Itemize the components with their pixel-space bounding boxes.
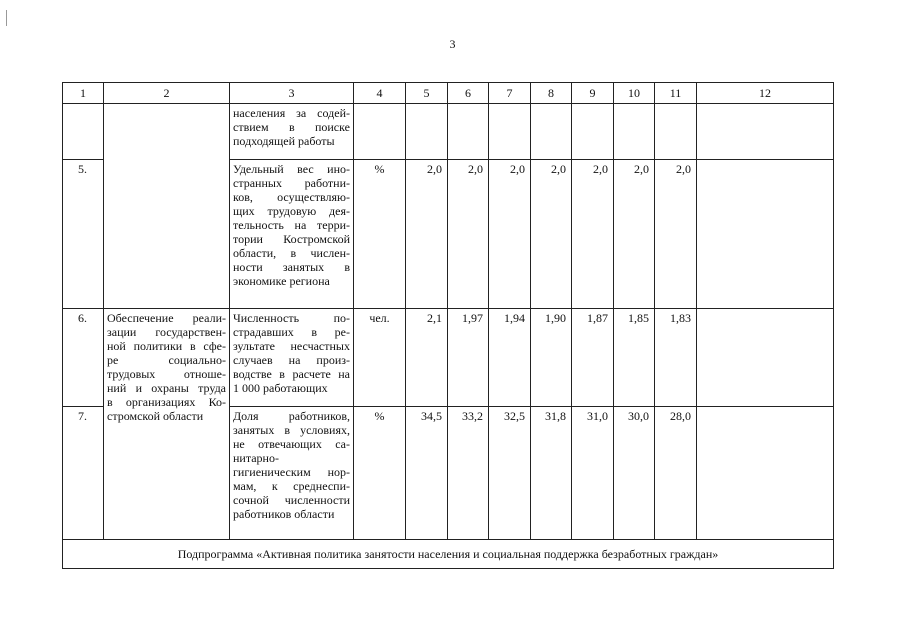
- indicator-line: подходящей работы: [233, 134, 335, 148]
- indicator-cell: [230, 104, 354, 160]
- indicator-line: Удельный вес ино-: [233, 162, 350, 176]
- value-cell: 2,0: [489, 160, 531, 309]
- indicator-cell: [230, 407, 354, 540]
- value-cell: 2,0: [572, 160, 614, 309]
- task-line: стромской области: [107, 409, 204, 423]
- indicator-line: гигиеническим нор-: [233, 465, 350, 479]
- notes-cell: [697, 160, 834, 309]
- index-cell: 7.: [63, 407, 104, 540]
- value-cell: 32,5: [489, 407, 531, 540]
- value-cell: 1,94: [489, 309, 531, 407]
- task-line: зации государствен-: [107, 325, 226, 339]
- indicator-line: 1 000 работающих: [233, 381, 328, 395]
- indicator-line: области, в числен-: [233, 246, 350, 260]
- indicator-line: случаев на произ-: [233, 353, 350, 367]
- indicator-line: зультате несчастных: [233, 339, 350, 353]
- value-cell: 1,83: [655, 309, 697, 407]
- indicator-line: странных работни-: [233, 176, 350, 190]
- indicator-line: щих трудовую дея-: [233, 204, 350, 218]
- indicator-line: не отвечающих са-: [233, 437, 350, 451]
- value-cell: 2,0: [406, 160, 448, 309]
- indicator-line: ствием в поиске: [233, 120, 350, 134]
- header-cell: 7: [489, 83, 531, 104]
- header-cell: 2: [104, 83, 230, 104]
- value-cell: 1,87: [572, 309, 614, 407]
- indicators-table: [62, 82, 834, 569]
- header-cell: 9: [572, 83, 614, 104]
- unit-cell: %: [354, 160, 406, 309]
- indicator-line: страдавших в ре-: [233, 325, 350, 339]
- value-cell: 33,2: [448, 407, 489, 540]
- task-cell: [104, 309, 230, 540]
- indicator-line: ков, осуществляю-: [233, 190, 350, 204]
- task-line: в организациях Ко-: [107, 395, 226, 409]
- indicator-line: работников области: [233, 507, 335, 521]
- task-line: трудовых отноше-: [107, 367, 226, 381]
- indicator-line: ности занятых в: [233, 260, 350, 274]
- index-cell: 6.: [63, 309, 104, 407]
- table-row-6: [63, 309, 834, 407]
- index-cell: 5.: [63, 160, 104, 309]
- header-cell: 4: [354, 83, 406, 104]
- task-line: ре социально-: [107, 353, 226, 367]
- index-cell: [63, 104, 104, 160]
- task-line: Обеспечение реали-: [107, 311, 226, 325]
- indicator-line: тории Костромской: [233, 232, 350, 246]
- value-cell: 30,0: [614, 407, 655, 540]
- header-cell: 3: [230, 83, 354, 104]
- indicator-cell: [230, 160, 354, 309]
- value-cell: 34,5: [406, 407, 448, 540]
- indicator-line: мам, к среднеспи-: [233, 479, 350, 493]
- table-row-continuation: [63, 104, 834, 160]
- indicator-line: водстве в расчете на: [233, 367, 350, 381]
- value-cell: 2,1: [406, 309, 448, 407]
- value-cell: 1,85: [614, 309, 655, 407]
- header-cell: 8: [531, 83, 572, 104]
- page-number: 3: [449, 37, 456, 51]
- indicator-line: населения за содей-: [233, 106, 350, 120]
- indicator-line: сочной численности: [233, 493, 350, 507]
- header-cell: 1: [63, 83, 104, 104]
- value-cell: 2,0: [655, 160, 697, 309]
- indicator-cell: [230, 309, 354, 407]
- subprogram-row: [63, 540, 834, 569]
- indicator-line: Численность по-: [233, 311, 350, 325]
- margin-mark: [6, 10, 7, 26]
- notes-cell: [697, 407, 834, 540]
- indicator-line: экономике региона: [233, 274, 330, 288]
- indicator-line: нитарно-: [233, 451, 279, 465]
- indicator-line: занятых в условиях,: [233, 423, 350, 437]
- value-cell: 31,8: [531, 407, 572, 540]
- unit-cell: %: [354, 407, 406, 540]
- notes-cell: [697, 309, 834, 407]
- header-cell: 10: [614, 83, 655, 104]
- unit-cell: чел.: [354, 309, 406, 407]
- indicator-line: тельность на терри-: [233, 218, 350, 232]
- value-cell: 28,0: [655, 407, 697, 540]
- value-cell: 31,0: [572, 407, 614, 540]
- header-cell: 5: [406, 83, 448, 104]
- table-header-row: [63, 83, 834, 104]
- value-cell: 2,0: [614, 160, 655, 309]
- value-cell: 1,90: [531, 309, 572, 407]
- indicator-line: Доля работников,: [233, 409, 350, 423]
- header-cell: 12: [697, 83, 834, 104]
- value-cell: 2,0: [531, 160, 572, 309]
- subprogram-title: Подпрограмма «Активная политика занятости населения и социальная поддержка безработных граждан»: [63, 540, 834, 569]
- value-cell: 2,0: [448, 160, 489, 309]
- task-line: ной политики в сфе-: [107, 339, 226, 353]
- task-cell: [104, 104, 230, 309]
- task-line: ний и охраны труда: [107, 381, 226, 395]
- header-cell: 11: [655, 83, 697, 104]
- header-cell: 6: [448, 83, 489, 104]
- value-cell: 1,97: [448, 309, 489, 407]
